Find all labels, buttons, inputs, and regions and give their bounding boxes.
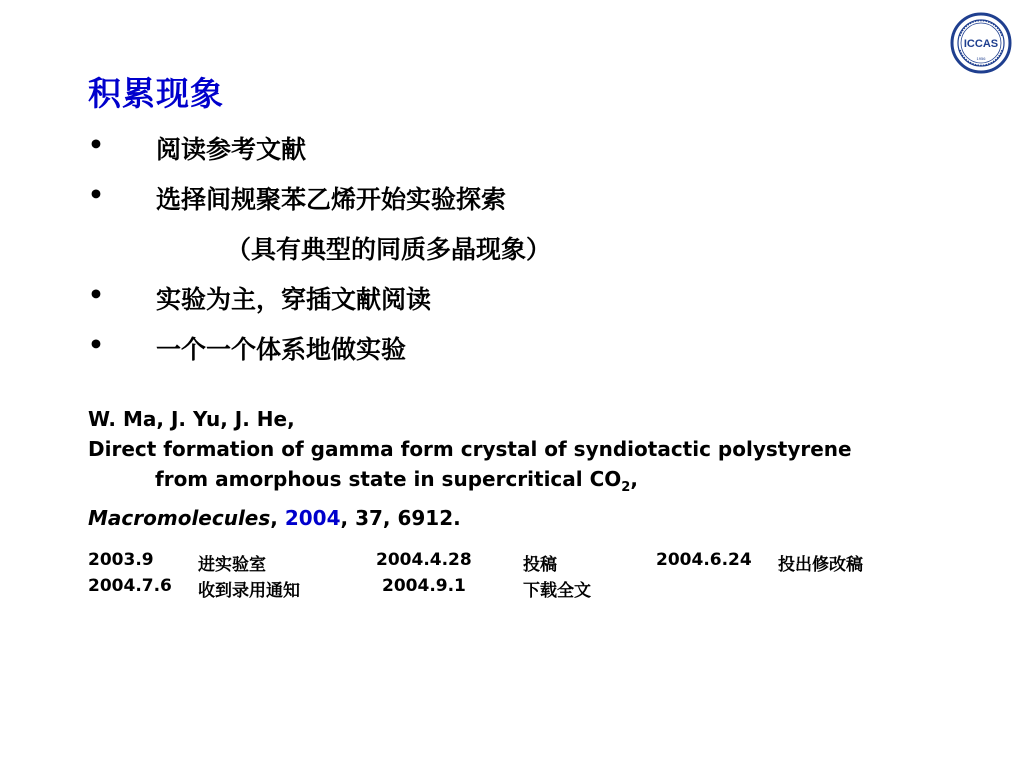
timeline-date: 2004.9.1	[382, 576, 466, 596]
timeline-event: 下载全文	[523, 581, 591, 601]
citation-subscript: 2	[621, 480, 631, 495]
logo-text: ICCAS	[963, 38, 999, 50]
citation-volume-pages: , 37, 6912.	[340, 506, 461, 530]
bullet-text: 选择间规聚苯乙烯开始实验探索	[156, 185, 507, 214]
list-item	[88, 326, 888, 376]
timeline-event: 进实验室	[198, 555, 266, 575]
citation-authors: W. Ma, J. Yu, J. He,	[88, 407, 295, 431]
citation-title-line2-suffix: ,	[630, 467, 638, 491]
bullet-dot: •	[88, 280, 104, 309]
citation-title-line2-text: from amorphous state in supercritical CO	[155, 467, 622, 491]
timeline-event: 投出修改稿	[778, 555, 863, 575]
timeline-event: 投稿	[523, 555, 557, 575]
slide-title: 积累现象	[88, 74, 224, 113]
list-item	[88, 126, 888, 176]
timeline-event: 收到录用通知	[198, 581, 300, 601]
bullet-list	[88, 126, 888, 376]
list-item	[88, 176, 888, 226]
iccas-logo	[950, 12, 1012, 74]
list-item	[88, 276, 888, 326]
logo-year: 1956	[976, 56, 986, 61]
timeline-date: 2004.7.6	[88, 576, 172, 596]
bullet-text: 阅读参考文献	[156, 135, 307, 164]
bullet-text: 一个一个体系地做实验	[156, 335, 407, 364]
bullet-dot: •	[88, 130, 104, 159]
citation-journal: Macromolecules	[88, 506, 271, 530]
citation-title-line1: Direct formation of gamma form crystal of syndiotactic polystyrene	[88, 437, 852, 461]
bullet-dot: •	[88, 180, 104, 209]
timeline-date: 2004.4.28	[376, 550, 472, 570]
citation-source	[88, 503, 852, 533]
citation-year: 2004	[284, 506, 341, 530]
citation-sep: ,	[270, 506, 285, 530]
citation	[88, 404, 852, 533]
list-item-note	[88, 226, 888, 276]
bullet-text: 实验为主，穿插文献阅读	[156, 285, 432, 314]
citation-title-line2	[88, 464, 852, 503]
bullet-dot: •	[88, 330, 104, 359]
bullet-subnote: （具有典型的同质多晶现象）	[226, 235, 552, 264]
timeline-date: 2004.6.24	[656, 550, 752, 570]
timeline-date: 2003.9	[88, 550, 154, 570]
